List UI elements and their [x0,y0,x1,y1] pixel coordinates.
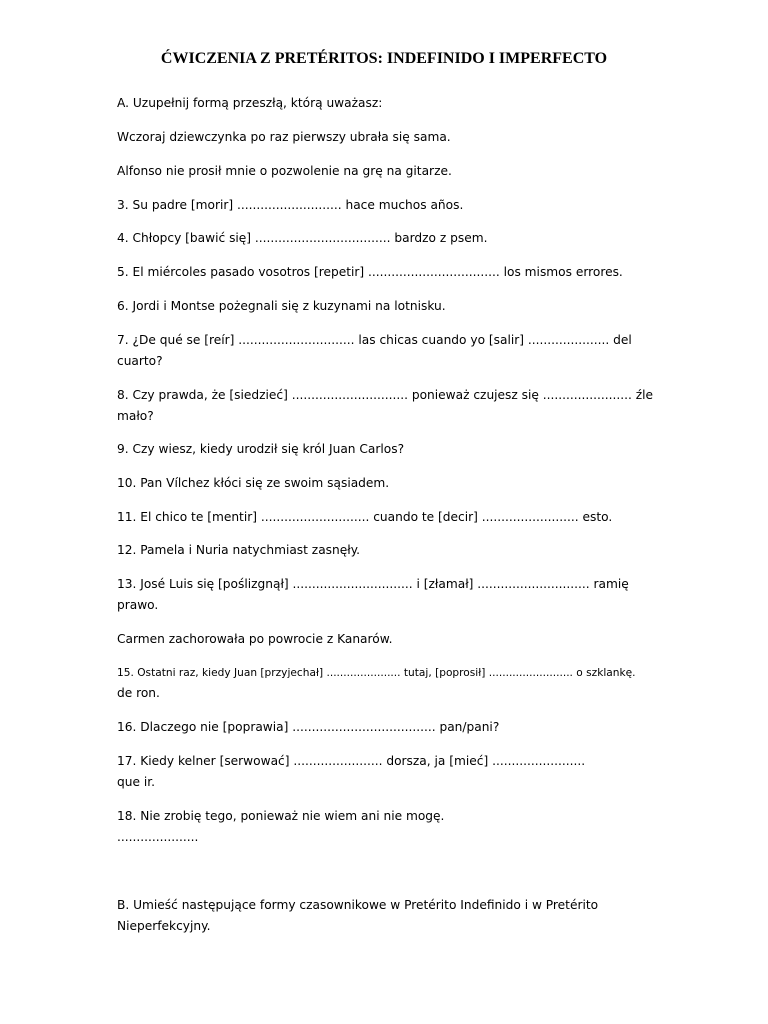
exercise-line: 18. Nie zrobię tego, ponieważ nie wiem ani nie mogę. [117,809,445,823]
exercise-line: 13. José Luis się [poślizgnął] ............................... i [złamał] ............................. ramię [117,577,629,591]
exercise-line-continuation: de ron. [117,686,160,700]
exercise-line: 9. Czy wiesz, kiedy urodził się król Juan Carlos? [117,442,405,456]
section-b-instruction-continuation: Nieperfekcyjny. [117,919,211,933]
exercise-line: 8. Czy prawda, że [siedzieć] .............................. ponieważ czujesz się ....................... źle [117,388,654,402]
exercise-line: Wczoraj dziewczynka po raz pierwszy ubrała się sama. [117,130,451,144]
exercise-line: 5. El miércoles pasado vosotros [repetir] .................................. los mismos errores. [117,265,623,279]
exercise-line-continuation: ..................... [117,830,199,844]
exercise-line-continuation: prawo. [117,598,159,612]
exercise-line: Alfonso nie prosił mnie o pozwolenie na grę na gitarze. [117,164,452,178]
exercise-line-continuation: cuarto? [117,354,163,368]
page-title: ĆWICZENIA Z PRETÉRITOS: INDEFINIDO I IMPERFECTO [160,50,608,67]
exercise-line-continuation: que ir. [117,775,155,789]
exercise-line: 3. Su padre [morir] ........................... hace muchos años. [117,198,464,212]
exercise-line: 11. El chico te [mentir] ............................ cuando te [decir] ......................... esto. [117,510,613,524]
exercise-line: 10. Pan Vílchez kłóci się ze swoim sąsiadem. [117,476,390,490]
exercise-line: 17. Kiedy kelner [serwować] ....................... dorsza, ja [mieć] ........................ [117,754,586,768]
exercise-line: 16. Dlaczego nie [poprawia] ..................................... pan/pani? [117,720,500,734]
exercise-line: 12. Pamela i Nuria natychmiast zasnęły. [117,543,361,557]
exercise-line: 7. ¿De qué se [reír] .............................. las chicas cuando yo [salir] ..................... del [117,333,632,347]
section-a-instruction: A. Uzupełnij formą przeszłą, którą uważasz: [117,96,383,110]
exercise-line: Carmen zachorowała po powrocie z Kanarów. [117,632,393,646]
exercise-line: 6. Jordi i Montse pożegnali się z kuzynami na lotnisku. [117,299,446,313]
exercise-line: 4. Chłopcy [bawić się] ................................... bardzo z psem. [117,231,488,245]
section-b-instruction: B. Umieść następujące formy czasownikowe w Pretérito Indefinido i w Pretérito [117,898,599,912]
exercise-line-continuation: mało? [117,409,154,423]
exercise-line: 15. Ostatni raz, kiedy Juan [przyjechał] ...................... tutaj, [poprosił] ......................... o szklankę. [117,667,636,679]
